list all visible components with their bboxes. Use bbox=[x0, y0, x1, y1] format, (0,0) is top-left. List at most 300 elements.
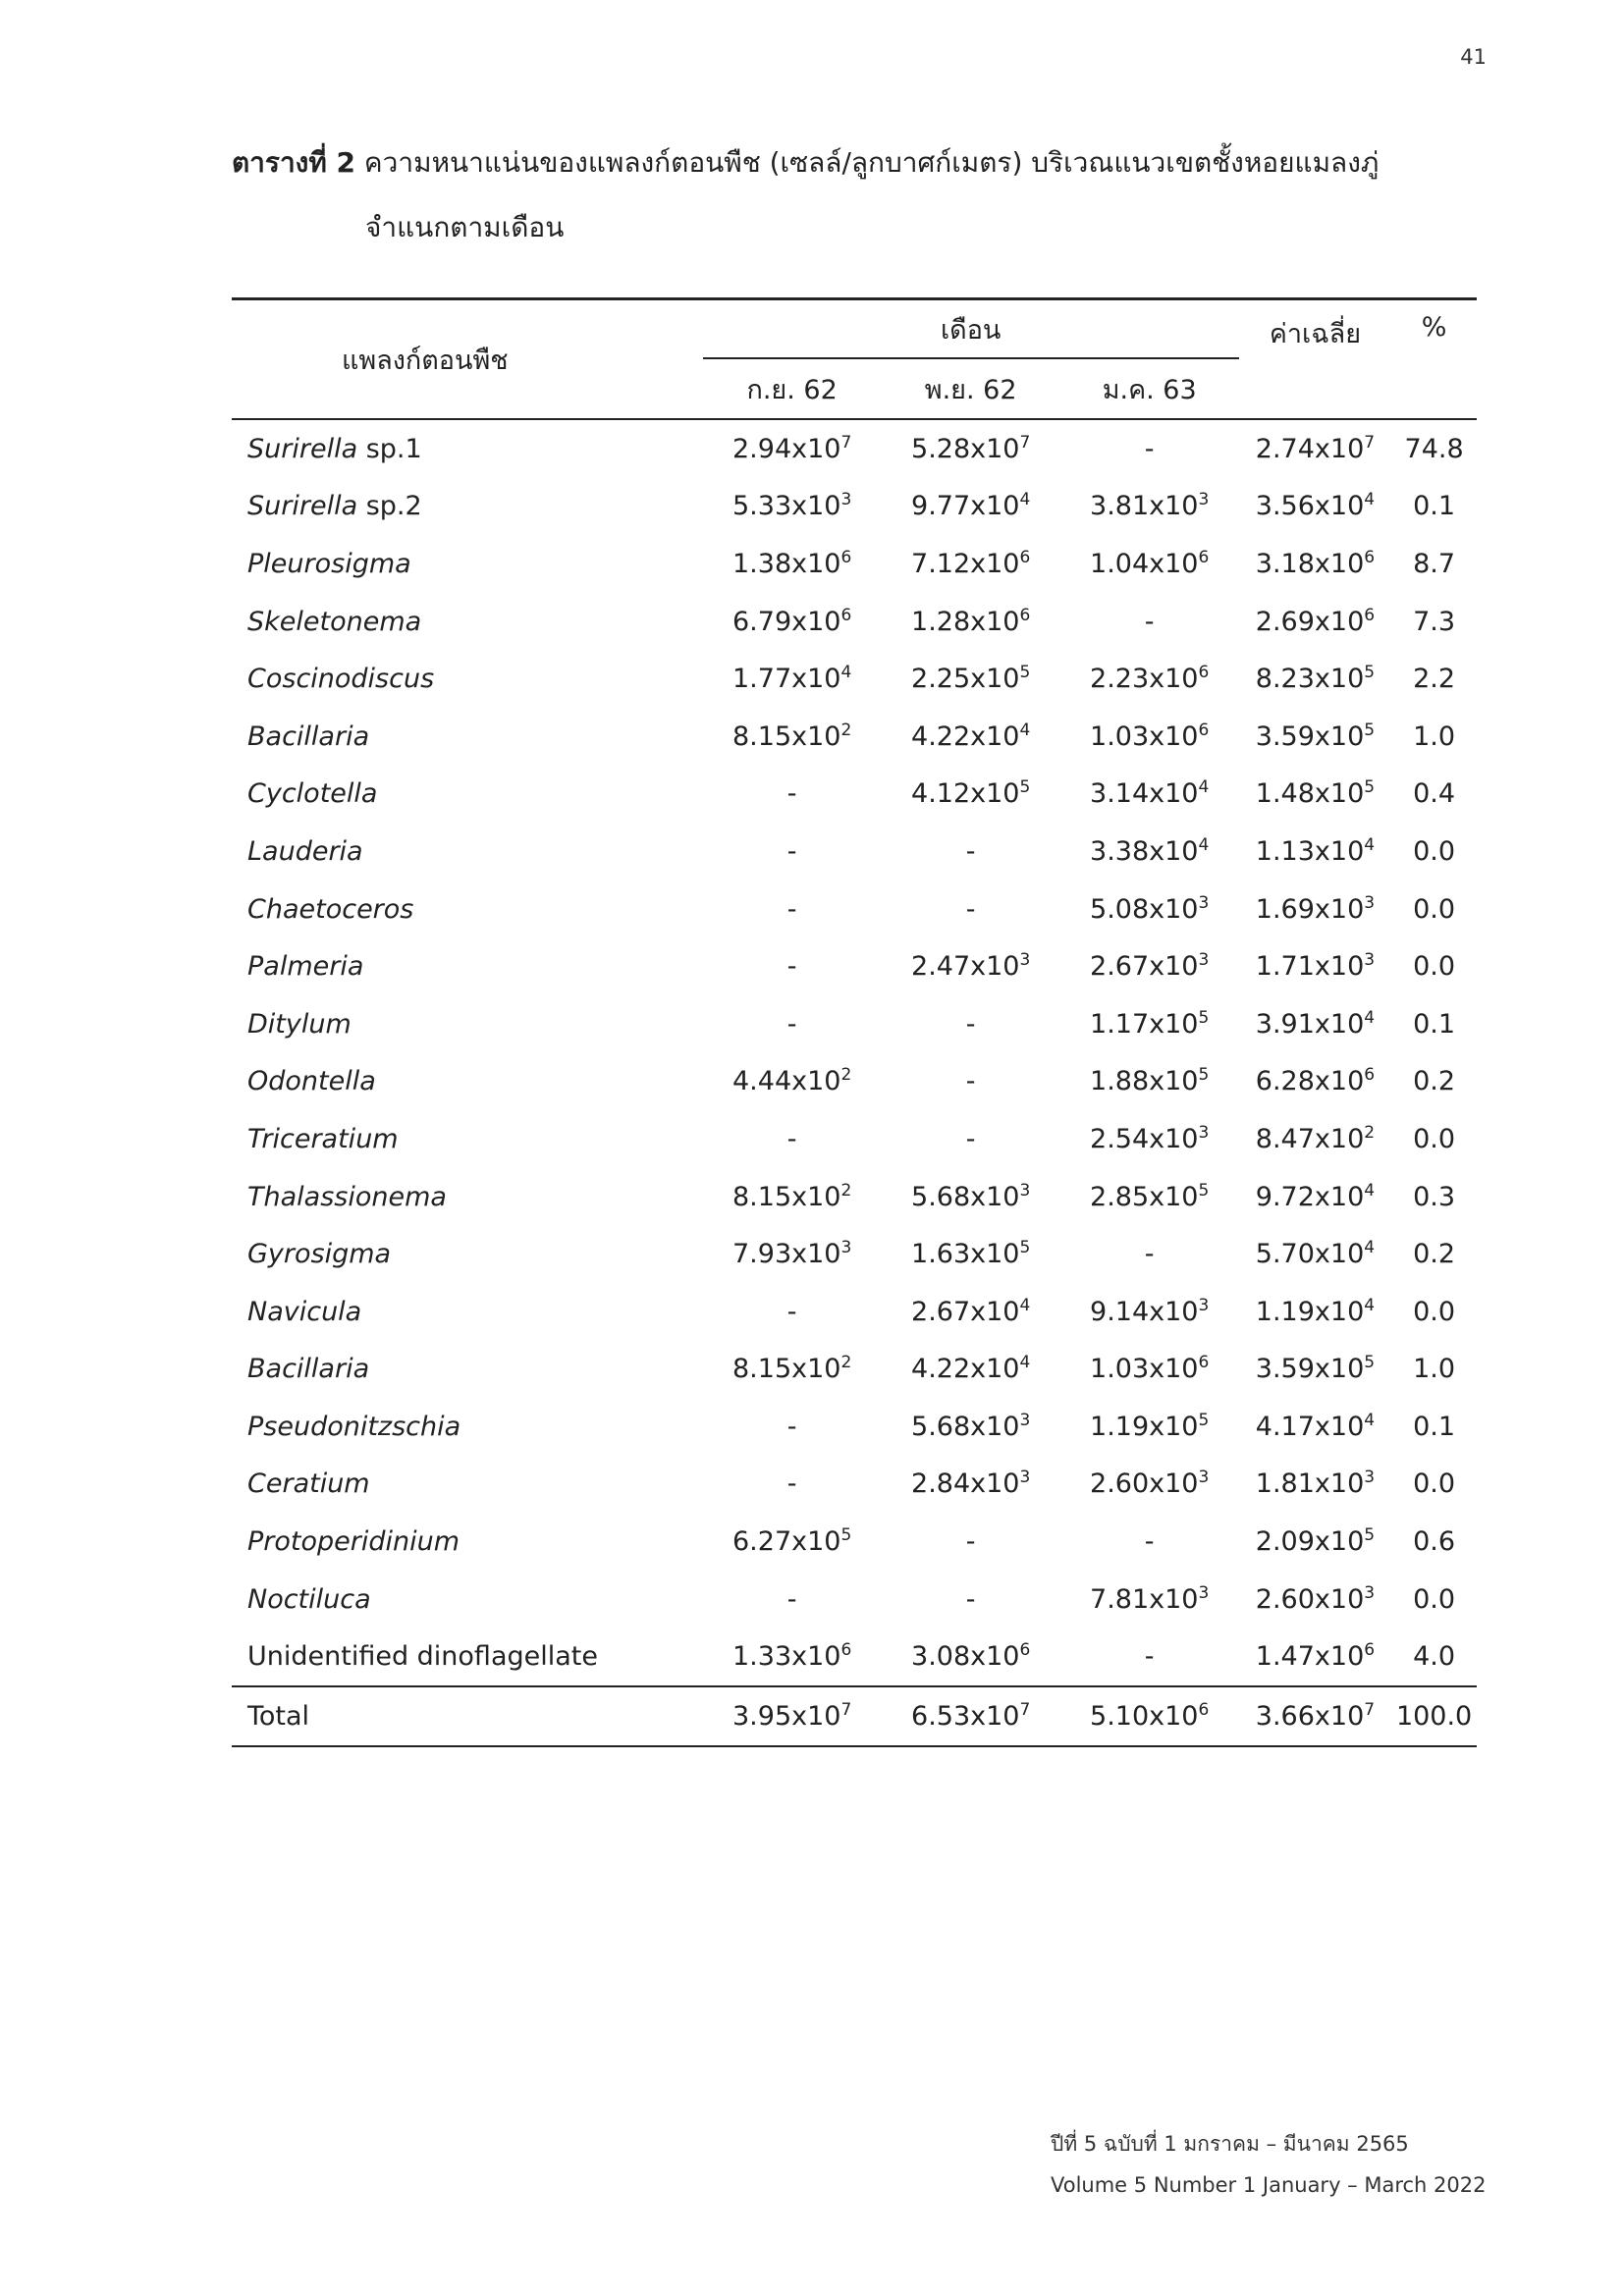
table-caption-text: ความหนาแน่นของแพลงก์ตอนพืช (เซลล์/ลูกบาศก์เมตร) บริเวณแนวเขตชั้งหอยแมลงภู่ bbox=[355, 146, 1380, 179]
value-mantissa: 1.13x10 bbox=[1255, 835, 1365, 867]
value-jan-2020 bbox=[1060, 766, 1239, 824]
value-average bbox=[1239, 1686, 1392, 1746]
value-exponent: 4 bbox=[1364, 1295, 1376, 1315]
value-exponent: 2 bbox=[840, 1065, 852, 1086]
value-mantissa: 1.04x10 bbox=[1090, 548, 1199, 579]
species-name: Palmeria bbox=[247, 951, 364, 983]
value-exponent: 3 bbox=[840, 490, 852, 510]
value-mantissa: - bbox=[786, 1411, 797, 1442]
value-mantissa: 1.81x10 bbox=[1255, 1468, 1365, 1500]
species-name: Chaetoceros bbox=[247, 893, 414, 925]
header-percent: % bbox=[1421, 312, 1447, 343]
value-mantissa: - bbox=[786, 893, 797, 925]
header-phytoplankton: แพลงก์ตอนพืช bbox=[342, 345, 509, 376]
value-mantissa: 2.60x10 bbox=[1090, 1468, 1199, 1500]
species-name-cell bbox=[232, 1225, 703, 1283]
value-percent: 7.3 bbox=[1413, 606, 1456, 637]
value-jan-2020 bbox=[1060, 1110, 1239, 1168]
species-name: Navicula bbox=[247, 1296, 362, 1327]
value-exponent: 3 bbox=[1198, 1468, 1210, 1488]
value-mantissa: - bbox=[1144, 606, 1155, 637]
value-exponent: 3 bbox=[1364, 1468, 1376, 1488]
species-name: Surirella bbox=[247, 491, 358, 522]
value-mantissa: 9.72x10 bbox=[1255, 1181, 1365, 1212]
value-average bbox=[1239, 1110, 1392, 1168]
value-mantissa: 1.03x10 bbox=[1090, 721, 1199, 752]
value-mantissa: 4.22x10 bbox=[911, 1354, 1020, 1385]
species-name: Ditylum bbox=[247, 1008, 352, 1040]
table-row bbox=[232, 1168, 1477, 1226]
table-body bbox=[232, 419, 1477, 1746]
value-average bbox=[1239, 650, 1392, 708]
value-mantissa: - bbox=[1144, 1526, 1155, 1558]
value-exponent: 4 bbox=[840, 663, 852, 683]
value-mantissa: 1.63x10 bbox=[911, 1239, 1020, 1270]
value-sep-2019 bbox=[703, 823, 882, 881]
species-name: Bacillaria bbox=[247, 721, 370, 752]
value-percent: 74.8 bbox=[1404, 433, 1464, 464]
value-sep-2019 bbox=[703, 593, 882, 651]
value-mantissa: 2.74x10 bbox=[1255, 433, 1365, 464]
value-jan-2020 bbox=[1060, 1513, 1239, 1571]
value-jan-2020 bbox=[1060, 937, 1239, 995]
value-mantissa: - bbox=[965, 835, 976, 867]
value-sep-2019 bbox=[703, 535, 882, 593]
value-nov-2019 bbox=[882, 1168, 1060, 1226]
value-exponent: 6 bbox=[1364, 1065, 1376, 1086]
species-name: Thalassionema bbox=[247, 1181, 447, 1212]
table-row bbox=[232, 650, 1477, 708]
value-exponent: 6 bbox=[1198, 663, 1210, 683]
value-nov-2019 bbox=[882, 766, 1060, 824]
value-exponent: 3 bbox=[1198, 1122, 1210, 1143]
value-mantissa: - bbox=[965, 1066, 976, 1097]
value-mantissa: 4.22x10 bbox=[911, 721, 1020, 752]
value-average bbox=[1239, 419, 1392, 478]
value-jan-2020 bbox=[1060, 1571, 1239, 1629]
value-jan-2020 bbox=[1060, 1628, 1239, 1686]
value-jan-2020 bbox=[1060, 650, 1239, 708]
value-sep-2019 bbox=[703, 478, 882, 536]
value-mantissa: 2.69x10 bbox=[1255, 606, 1365, 637]
species-name-cell bbox=[232, 1110, 703, 1168]
value-percent: 0.0 bbox=[1413, 1468, 1456, 1500]
value-exponent: 4 bbox=[1364, 1410, 1376, 1430]
value-exponent: 3 bbox=[1198, 950, 1210, 971]
value-mantissa: 2.67x10 bbox=[1090, 951, 1199, 983]
species-name: Lauderia bbox=[247, 835, 363, 867]
value-percent: 0.2 bbox=[1413, 1239, 1456, 1270]
table-row bbox=[232, 1053, 1477, 1111]
phytoplankton-density-table bbox=[232, 297, 1477, 1747]
value-exponent: 7 bbox=[1019, 1699, 1031, 1720]
value-sep-2019 bbox=[703, 1283, 882, 1341]
value-average bbox=[1239, 766, 1392, 824]
table-row bbox=[232, 881, 1477, 938]
value-mantissa: 1.28x10 bbox=[911, 606, 1020, 637]
value-percent: 1.0 bbox=[1413, 721, 1456, 752]
value-exponent: 4 bbox=[1019, 1295, 1031, 1315]
value-nov-2019 bbox=[882, 1686, 1060, 1746]
species-name: Skeletonema bbox=[247, 606, 422, 637]
value-percent: 0.0 bbox=[1413, 893, 1456, 925]
value-sep-2019 bbox=[703, 1456, 882, 1514]
table-row bbox=[232, 708, 1477, 766]
value-nov-2019 bbox=[882, 823, 1060, 881]
value-mantissa: 8.15x10 bbox=[732, 721, 841, 752]
value-exponent: 7 bbox=[1019, 432, 1031, 453]
value-exponent: 3 bbox=[1198, 490, 1210, 510]
value-sep-2019 bbox=[703, 766, 882, 824]
value-average bbox=[1239, 1283, 1392, 1341]
value-nov-2019 bbox=[882, 593, 1060, 651]
value-jan-2020 bbox=[1060, 1283, 1239, 1341]
value-mantissa: 3.91x10 bbox=[1255, 1008, 1365, 1040]
species-suffix: sp.1 bbox=[357, 433, 422, 464]
table-row bbox=[232, 593, 1477, 651]
value-mantissa: 7.81x10 bbox=[1090, 1583, 1199, 1615]
value-mantissa: 1.17x10 bbox=[1090, 1008, 1199, 1040]
species-name-cell bbox=[232, 535, 703, 593]
value-mantissa: 9.14x10 bbox=[1090, 1296, 1199, 1327]
value-exponent: 4 bbox=[1364, 834, 1376, 855]
species-name: Odontella bbox=[247, 1066, 376, 1097]
value-exponent: 3 bbox=[1019, 950, 1031, 971]
value-mantissa: - bbox=[965, 1123, 976, 1154]
value-mantissa: - bbox=[965, 893, 976, 925]
species-name-cell bbox=[232, 419, 703, 478]
total-row bbox=[232, 1686, 1477, 1746]
value-percent: 0.0 bbox=[1413, 1583, 1456, 1615]
value-mantissa: 6.53x10 bbox=[911, 1700, 1020, 1732]
table-row bbox=[232, 1628, 1477, 1686]
value-mantissa: - bbox=[786, 1296, 797, 1327]
value-mantissa: - bbox=[786, 951, 797, 983]
value-mantissa: 4.44x10 bbox=[732, 1066, 841, 1097]
value-jan-2020 bbox=[1060, 823, 1239, 881]
species-name-cell bbox=[232, 650, 703, 708]
value-mantissa: 3.14x10 bbox=[1090, 778, 1199, 810]
value-mantissa: 1.69x10 bbox=[1255, 893, 1365, 925]
value-exponent: 3 bbox=[1198, 1295, 1210, 1315]
value-sep-2019 bbox=[703, 1341, 882, 1399]
species-name-cell bbox=[232, 708, 703, 766]
value-sep-2019 bbox=[703, 708, 882, 766]
value-mantissa: 3.38x10 bbox=[1090, 835, 1199, 867]
table-row bbox=[232, 535, 1477, 593]
value-exponent: 6 bbox=[840, 605, 852, 625]
species-name: Cyclotella bbox=[247, 778, 378, 810]
value-sep-2019 bbox=[703, 881, 882, 938]
species-name: Total bbox=[247, 1700, 310, 1732]
value-mantissa: 3.18x10 bbox=[1255, 548, 1365, 579]
value-exponent: 2 bbox=[840, 1353, 852, 1373]
page-number: 41 bbox=[1460, 45, 1487, 69]
value-nov-2019 bbox=[882, 1283, 1060, 1341]
species-name-cell bbox=[232, 478, 703, 536]
value-percent: 8.7 bbox=[1413, 548, 1456, 579]
value-exponent: 6 bbox=[1364, 605, 1376, 625]
value-percent: 0.4 bbox=[1413, 778, 1456, 810]
value-mantissa: 1.38x10 bbox=[732, 548, 841, 579]
header-month-jan-2020: ม.ค. 63 bbox=[1102, 374, 1197, 405]
value-percent: 4.0 bbox=[1413, 1641, 1456, 1673]
value-exponent: 6 bbox=[1364, 1640, 1376, 1661]
value-jan-2020 bbox=[1060, 1686, 1239, 1746]
value-exponent: 2 bbox=[840, 1180, 852, 1201]
value-exponent: 7 bbox=[840, 432, 852, 453]
value-mantissa: 5.68x10 bbox=[911, 1181, 1020, 1212]
value-mantissa: - bbox=[1144, 433, 1155, 464]
value-exponent: 3 bbox=[1019, 1468, 1031, 1488]
value-mantissa: 3.59x10 bbox=[1255, 1354, 1365, 1385]
value-exponent: 7 bbox=[1364, 1699, 1376, 1720]
value-average bbox=[1239, 1398, 1392, 1456]
value-mantissa: 2.23x10 bbox=[1090, 664, 1199, 695]
value-mantissa: - bbox=[1144, 1641, 1155, 1673]
value-exponent: 5 bbox=[1019, 1238, 1031, 1258]
value-mantissa: - bbox=[786, 778, 797, 810]
value-mantissa: - bbox=[786, 1468, 797, 1500]
header-average: ค่าเฉลี่ย bbox=[1269, 319, 1362, 349]
value-mantissa: 8.15x10 bbox=[732, 1354, 841, 1385]
value-mantissa: 1.88x10 bbox=[1090, 1066, 1199, 1097]
value-jan-2020 bbox=[1060, 881, 1239, 938]
value-exponent: 3 bbox=[1019, 1180, 1031, 1201]
species-name-cell bbox=[232, 1341, 703, 1399]
value-mantissa: 2.47x10 bbox=[911, 951, 1020, 983]
value-mantissa: - bbox=[786, 1123, 797, 1154]
value-average bbox=[1239, 478, 1392, 536]
value-exponent: 4 bbox=[1364, 490, 1376, 510]
value-sep-2019 bbox=[703, 1225, 882, 1283]
header-month-nov-2019: พ.ย. 62 bbox=[924, 374, 1017, 405]
value-exponent: 5 bbox=[840, 1525, 852, 1546]
value-mantissa: - bbox=[965, 1008, 976, 1040]
value-exponent: 5 bbox=[1364, 663, 1376, 683]
value-mantissa: 4.17x10 bbox=[1255, 1411, 1365, 1442]
species-name-cell bbox=[232, 1168, 703, 1226]
value-mantissa: 5.33x10 bbox=[732, 491, 841, 522]
value-exponent: 5 bbox=[1019, 777, 1031, 798]
value-mantissa: 7.93x10 bbox=[732, 1239, 841, 1270]
footer-issue-thai: ปีที่ 5 ฉบับที่ 1 มกราคม – มีนาคม 2565 bbox=[1051, 2132, 1409, 2156]
value-mantissa: 5.08x10 bbox=[1090, 893, 1199, 925]
value-nov-2019 bbox=[882, 535, 1060, 593]
value-average bbox=[1239, 1628, 1392, 1686]
value-mantissa: 1.71x10 bbox=[1255, 951, 1365, 983]
value-nov-2019 bbox=[882, 1571, 1060, 1629]
species-name: Pseudonitzschia bbox=[247, 1411, 461, 1442]
value-percent: 0.2 bbox=[1413, 1066, 1456, 1097]
table-row bbox=[232, 478, 1477, 536]
value-mantissa: 1.48x10 bbox=[1255, 778, 1365, 810]
value-mantissa: 6.27x10 bbox=[732, 1526, 841, 1558]
species-name-cell bbox=[232, 593, 703, 651]
value-mantissa: 1.77x10 bbox=[732, 664, 841, 695]
value-exponent: 5 bbox=[1198, 1410, 1210, 1430]
value-sep-2019 bbox=[703, 1628, 882, 1686]
value-exponent: 5 bbox=[1019, 663, 1031, 683]
value-exponent: 4 bbox=[1364, 1238, 1376, 1258]
species-name-cell bbox=[232, 1628, 703, 1686]
value-jan-2020 bbox=[1060, 1053, 1239, 1111]
value-jan-2020 bbox=[1060, 1225, 1239, 1283]
value-sep-2019 bbox=[703, 1168, 882, 1226]
value-exponent: 3 bbox=[840, 1238, 852, 1258]
value-mantissa: 4.12x10 bbox=[911, 778, 1020, 810]
value-jan-2020 bbox=[1060, 1456, 1239, 1514]
value-nov-2019 bbox=[882, 419, 1060, 478]
value-mantissa: 7.12x10 bbox=[911, 548, 1020, 579]
species-name-cell bbox=[232, 1686, 703, 1746]
value-nov-2019 bbox=[882, 1628, 1060, 1686]
value-percent: 0.6 bbox=[1413, 1526, 1456, 1558]
table-row bbox=[232, 1225, 1477, 1283]
value-mantissa: 5.28x10 bbox=[911, 433, 1020, 464]
value-exponent: 6 bbox=[1019, 547, 1031, 567]
value-exponent: 5 bbox=[1364, 777, 1376, 798]
value-mantissa: 2.84x10 bbox=[911, 1468, 1020, 1500]
value-average bbox=[1239, 995, 1392, 1053]
value-average bbox=[1239, 1456, 1392, 1514]
value-mantissa: 1.47x10 bbox=[1255, 1641, 1365, 1673]
value-nov-2019 bbox=[882, 937, 1060, 995]
value-average bbox=[1239, 593, 1392, 651]
table-row bbox=[232, 937, 1477, 995]
value-sep-2019 bbox=[703, 1686, 882, 1746]
value-mantissa: 2.25x10 bbox=[911, 664, 1020, 695]
value-nov-2019 bbox=[882, 708, 1060, 766]
value-exponent: 2 bbox=[840, 720, 852, 740]
value-average bbox=[1239, 708, 1392, 766]
value-exponent: 4 bbox=[1019, 720, 1031, 740]
value-jan-2020 bbox=[1060, 593, 1239, 651]
value-average bbox=[1239, 1571, 1392, 1629]
value-mantissa: - bbox=[965, 1526, 976, 1558]
species-name-cell bbox=[232, 881, 703, 938]
value-average bbox=[1239, 1513, 1392, 1571]
value-mantissa: - bbox=[786, 835, 797, 867]
value-jan-2020 bbox=[1060, 995, 1239, 1053]
value-percent: 0.0 bbox=[1413, 951, 1456, 983]
value-jan-2020 bbox=[1060, 419, 1239, 478]
value-mantissa: 3.66x10 bbox=[1255, 1700, 1365, 1732]
table-row bbox=[232, 419, 1477, 478]
value-exponent: 6 bbox=[1019, 605, 1031, 625]
species-name: Ceratium bbox=[247, 1468, 370, 1500]
value-nov-2019 bbox=[882, 1053, 1060, 1111]
value-exponent: 3 bbox=[1364, 950, 1376, 971]
value-exponent: 5 bbox=[1198, 1180, 1210, 1201]
species-name-cell bbox=[232, 1398, 703, 1456]
species-name-cell bbox=[232, 1456, 703, 1514]
species-name: Protoperidinium bbox=[247, 1526, 460, 1558]
table-caption-line2: จำแนกตามเดือน bbox=[365, 211, 565, 243]
value-exponent: 6 bbox=[1364, 547, 1376, 567]
value-mantissa: - bbox=[1144, 1239, 1155, 1270]
value-mantissa: 3.81x10 bbox=[1090, 491, 1199, 522]
value-percent: 100.0 bbox=[1395, 1700, 1473, 1732]
species-name: Coscinodiscus bbox=[247, 664, 435, 695]
value-mantissa: 2.09x10 bbox=[1255, 1526, 1365, 1558]
value-sep-2019 bbox=[703, 1398, 882, 1456]
value-average bbox=[1239, 881, 1392, 938]
value-mantissa: 2.60x10 bbox=[1255, 1583, 1365, 1615]
value-nov-2019 bbox=[882, 478, 1060, 536]
table-row bbox=[232, 1398, 1477, 1456]
value-mantissa: 5.70x10 bbox=[1255, 1239, 1365, 1270]
species-name-cell bbox=[232, 766, 703, 824]
value-exponent: 4 bbox=[1198, 777, 1210, 798]
species-name-cell bbox=[232, 1513, 703, 1571]
species-name-cell bbox=[232, 1283, 703, 1341]
value-jan-2020 bbox=[1060, 535, 1239, 593]
value-mantissa: 8.15x10 bbox=[732, 1181, 841, 1212]
value-mantissa: 9.77x10 bbox=[911, 491, 1020, 522]
value-average bbox=[1239, 1168, 1392, 1226]
value-percent: 0.1 bbox=[1413, 1411, 1456, 1442]
species-name: Pleurosigma bbox=[247, 548, 411, 579]
value-exponent: 4 bbox=[1364, 1180, 1376, 1201]
value-mantissa: 1.33x10 bbox=[732, 1641, 841, 1673]
value-percent: 0.0 bbox=[1413, 1123, 1456, 1154]
value-exponent: 4 bbox=[1198, 834, 1210, 855]
value-jan-2020 bbox=[1060, 1341, 1239, 1399]
table-row bbox=[232, 1283, 1477, 1341]
value-mantissa: 3.59x10 bbox=[1255, 721, 1365, 752]
value-mantissa: - bbox=[786, 1583, 797, 1615]
table-row bbox=[232, 995, 1477, 1053]
value-nov-2019 bbox=[882, 1513, 1060, 1571]
value-jan-2020 bbox=[1060, 1168, 1239, 1226]
value-exponent: 6 bbox=[1198, 1353, 1210, 1373]
table-row bbox=[232, 766, 1477, 824]
value-mantissa: 3.95x10 bbox=[732, 1700, 841, 1732]
table-row bbox=[232, 1571, 1477, 1629]
value-exponent: 4 bbox=[1019, 1353, 1031, 1373]
value-mantissa: 2.85x10 bbox=[1090, 1181, 1199, 1212]
value-average bbox=[1239, 823, 1392, 881]
value-jan-2020 bbox=[1060, 708, 1239, 766]
value-mantissa: 1.19x10 bbox=[1090, 1411, 1199, 1442]
value-percent: 0.1 bbox=[1413, 491, 1456, 522]
value-sep-2019 bbox=[703, 419, 882, 478]
value-percent: 0.0 bbox=[1413, 835, 1456, 867]
value-mantissa: 5.68x10 bbox=[911, 1411, 1020, 1442]
species-name-cell bbox=[232, 1053, 703, 1111]
species-name: Gyrosigma bbox=[247, 1239, 392, 1270]
value-jan-2020 bbox=[1060, 478, 1239, 536]
value-mantissa: 1.03x10 bbox=[1090, 1354, 1199, 1385]
value-average bbox=[1239, 937, 1392, 995]
species-name: Triceratium bbox=[247, 1123, 399, 1154]
value-average bbox=[1239, 1225, 1392, 1283]
value-percent: 2.2 bbox=[1413, 664, 1456, 695]
value-nov-2019 bbox=[882, 1456, 1060, 1514]
value-exponent: 3 bbox=[1019, 1410, 1031, 1430]
value-exponent: 3 bbox=[1364, 892, 1376, 913]
value-jan-2020 bbox=[1060, 1398, 1239, 1456]
value-exponent: 6 bbox=[840, 1640, 852, 1661]
value-mantissa: 3.08x10 bbox=[911, 1641, 1020, 1673]
value-exponent: 6 bbox=[1198, 720, 1210, 740]
value-sep-2019 bbox=[703, 937, 882, 995]
value-mantissa: 6.28x10 bbox=[1255, 1066, 1365, 1097]
species-name-cell bbox=[232, 995, 703, 1053]
value-average bbox=[1239, 535, 1392, 593]
value-percent: 1.0 bbox=[1413, 1354, 1456, 1385]
